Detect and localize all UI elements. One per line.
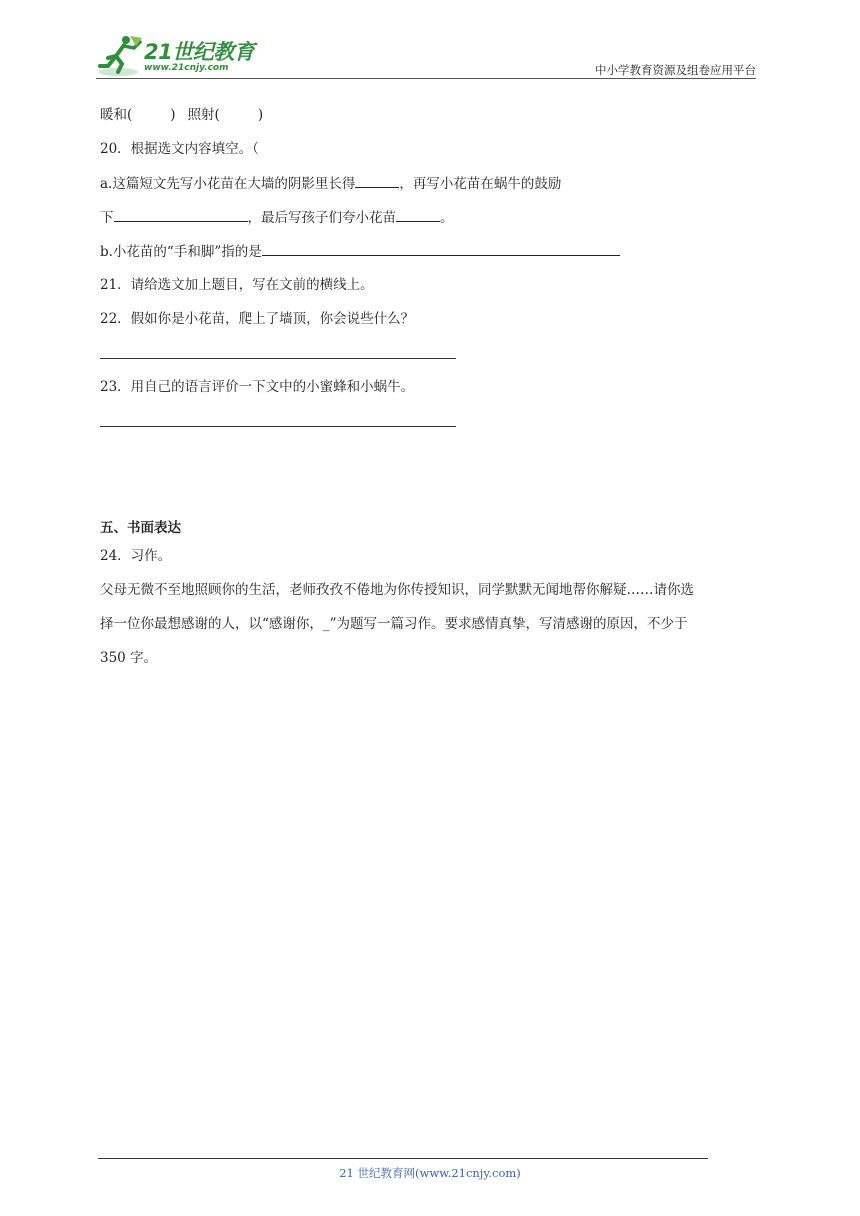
paren-close-2: ) <box>257 107 264 123</box>
blank-20a-3[interactable] <box>396 207 440 222</box>
answer-line-22[interactable] <box>100 358 456 359</box>
q20b-text: b.小花苗的“手和脚”指的是 <box>100 244 262 260</box>
q20a-text4: ，最后写孩子们夸小花苗 <box>247 210 396 226</box>
paren-close: ) <box>170 107 176 123</box>
q20a-text1: a.这篇短文先写小花苗在大墙的阴影里长得 <box>100 176 356 192</box>
q20a-text3: 下 <box>100 210 114 226</box>
question-22: 22．假如你是小花苗，爬上了墙顶，你会说些什么？ <box>100 311 415 327</box>
platform-name: 中小学教育资源及组卷应用平台 <box>595 63 756 77</box>
question-20a-line1 <box>100 173 561 194</box>
logo <box>96 32 266 78</box>
question-21: 21．请给选文加上题目，写在文前的横线上。 <box>100 277 374 293</box>
question-23: 23．用自己的语言评价一下文中的小蜜蜂和小蜗牛。 <box>100 379 415 395</box>
q20a-text2: ，再写小花苗在蜗牛的鼓励 <box>399 176 562 192</box>
word-pairs-line <box>100 105 263 125</box>
prompt-line-3: 350 字。 <box>100 650 158 666</box>
q20a-text5: 。 <box>440 210 454 226</box>
footer-divider <box>98 1158 708 1159</box>
section-title-writing: 五、书面表达 <box>100 520 181 536</box>
logo-text: 21世纪教育 <box>144 40 255 64</box>
question-20b <box>100 241 620 262</box>
question-20a-line2 <box>100 207 454 228</box>
word-shine: 照射( <box>187 107 220 123</box>
prompt-line-2: 择一位你最想感谢的人，以“感谢你，_”为题写一篇习作。要求感情真挚，写清感谢的原因，不少于 <box>100 616 688 632</box>
word-warm: 暖和( <box>100 107 133 123</box>
blank-20a-2[interactable] <box>114 207 248 222</box>
runner-logo-icon <box>96 34 144 78</box>
question-24: 24．习作。 <box>100 548 172 564</box>
prompt-line-1: 父母无微不至地照顾你的生活，老师孜孜不倦地为你传授知识，同学默默无闻地帮你解疑……请你选 <box>100 582 694 598</box>
question-20: 20．根据选文内容填空。（ <box>100 141 259 157</box>
page-header <box>96 32 756 78</box>
blank-20a-1[interactable] <box>355 173 399 188</box>
footer-text: 21 世纪教育网(www.21cnjy.com) <box>339 1166 521 1180</box>
header-divider <box>96 78 756 79</box>
logo-url: www.21cnjy.com <box>144 63 229 73</box>
answer-line-23[interactable] <box>100 426 456 427</box>
blank-20b[interactable] <box>262 241 620 256</box>
